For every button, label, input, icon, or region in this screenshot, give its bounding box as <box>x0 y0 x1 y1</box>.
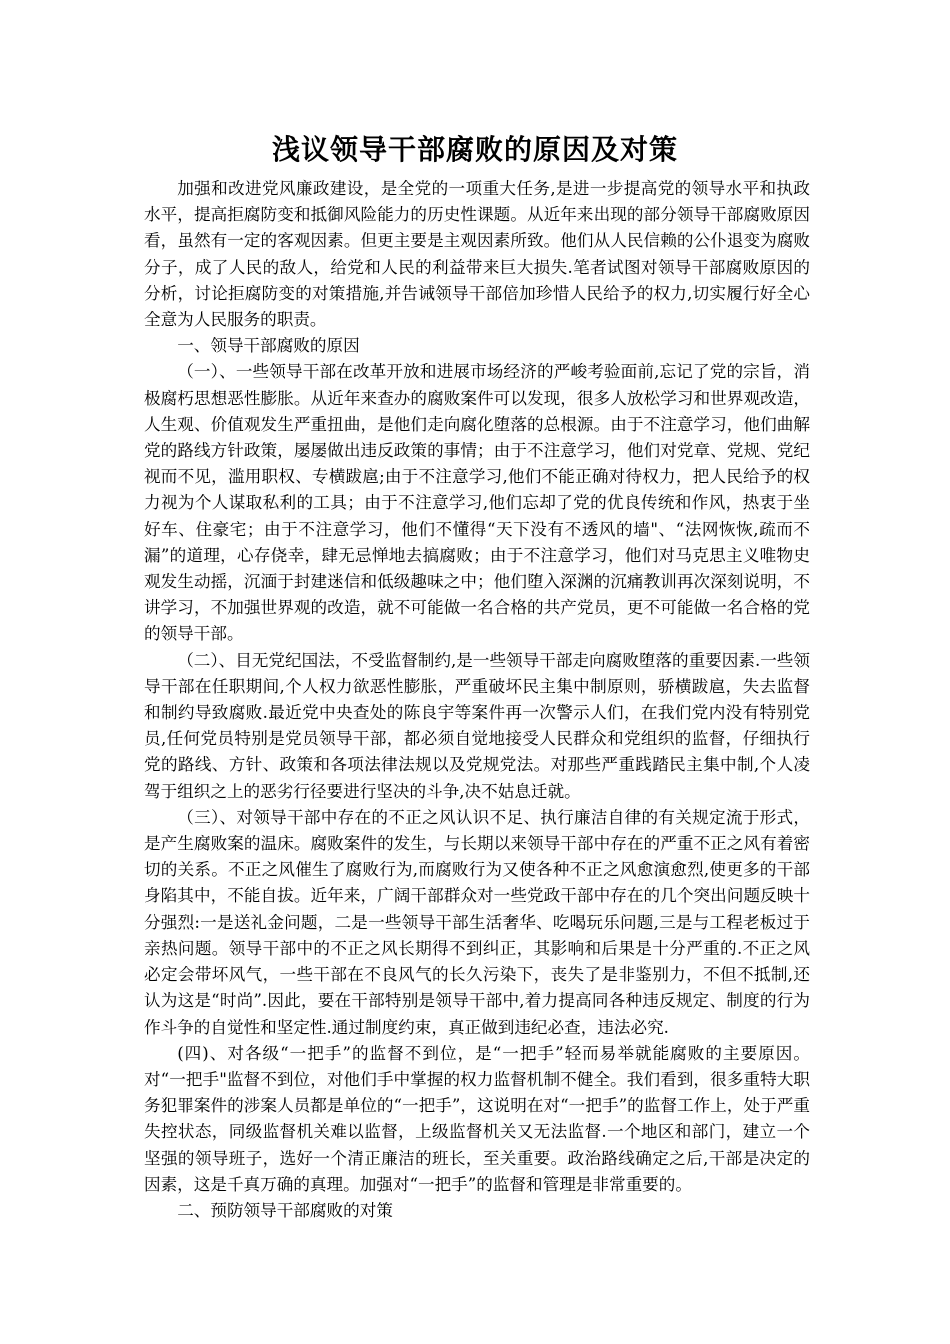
section-heading-countermeasures: 二、预防领导干部腐败的对策 <box>177 1200 393 1220</box>
paragraph-cause-2: （二）、目无党纪国法，不受监督制约,是一些领导干部走向腐败堕落的重要因素.一些领导干部在任职期间,个人权力欲恶性膨胀，严重破坏民主集中制原则，骄横跋扈，失去监督和制约导致腐败.最近党中央查处的陈良宇等案件再一次警示人们，在我们党内没有特别党员,任何党员特别是党员领导干部，都必须自觉地接受人民群众和党组织的监督，仔细执行党的路线、方针、政策和各项法律法规以及党规党法。对那些严重践踏民主集中制,个人凌驾于组织之上的恶劣行径要进行坚决的斗争,决不姑息迁就。 <box>144 650 810 801</box>
document-title: 浅议领导干部腐败的原因及对策 <box>271 133 678 166</box>
section-heading-causes: 一、领导干部腐败的原因 <box>177 336 360 356</box>
paragraph-cause-3: （三）、对领导干部中存在的不正之风认识不足、执行廉洁自律的有关规定流于形式，是产生腐败案的温床。腐败案件的发生，与长期以来领导干部中存在的严重不正之风有着密切的关系。不正之风催生了腐败行为,而腐败行为又使各种不正之风愈演愈烈,使更多的干部身陷其中，不能自拔。近年来，广阔干部群众对一些党政干部中存在的几个突出问题反映十分强烈:一是送礼金问题，二是一些领导干部生活奢华、吃喝玩乐问题,三是与工程老板过于亲热问题。领导干部中的不正之风长期得不到纠正，其影响和后果是十分严重的.不正之风必定会带坏风气，一些干部在不良风气的长久污染下，丧失了是非鉴别力，不但不抵制,还认为这是“时尚”.因此，要在干部特别是领导干部中,着力提高同各种违反规定、制度的行为作斗争的自觉性和坚定性.通过制度约束，真正做到违纪必查，违法必究. <box>144 807 810 1037</box>
paragraph-cause-1: （一）、一些领导干部在改革开放和进展市场经济的严峻考验面前,忘记了党的宗旨，消极腐朽思想恶性膨胀。从近年来查办的腐败案件可以发现，很多人放松学习和世界观改造，人生观、价值观发生严重扭曲，是他们走向腐化堕落的总根源。由于不注意学习，他们曲解党的路线方针政策，屡屡做出违反政策的事情；由于不注意学习，他们对党章、党规、党纪视而不见，滥用职权、专横跋扈;由于不注意学习,他们不能正确对待权力，把人民给予的权力视为个人谋取私利的工具；由于不注意学习,他们忘却了党的优良传统和作风，热衷于坐好车、住豪宅；由于不注意学习，他们不懂得“天下没有不透风的墙"、“法网恢恢,疏而不漏”的道理，心存侥幸，肆无忌惮地去搞腐败；由于不注意学习，他们对马克思主义唯物史观发生动摇，沉湎于封建迷信和低级趣味之中；他们堕入深渊的沉痛教训再次深刻说明，不讲学习，不加强世界观的改造，就不可能做一名合格的共产党员，更不可能做一名合格的党的领导干部。 <box>144 362 810 644</box>
document-body <box>144 176 810 1224</box>
paragraph-cause-4: (四)、对各级“一把手”的监督不到位，是“一把手”轻而易举就能腐败的主要原因。 对“一把手"监督不到位，对他们手中掌握的权力监督机制不健全。我们看到，很多重特大职务犯罪案件的涉案人员都是单位的“一把手”，这说明在对“一把手”的监督工作上，处于严重失控状态，同级监督机关难以监督，上级监督机关又无法监督.一个地区和部门，建立一个坚强的领导班子，选好一个清正廉洁的班长，至关重要。政治路线确定之后,干部是决定的因素，这是千真万确的真理。加强对“一把手”的监督和管理是非常重要的。 <box>144 1043 810 1194</box>
paragraph-intro: 加强和改进党风廉政建设，是全党的一项重大任务,是进一步提高党的领导水平和执政水平，提高拒腐防变和抵御风险能力的历史性课题。从近年来出现的部分领导干部腐败原因看，虽然有一定的客观因素。但更主要是主观因素所致。他们从人民信赖的公仆退变为腐败分子，成了人民的敌人，给党和人民的利益带来巨大损失.笔者试图对领导干部腐败原因的分析，讨论拒腐防变的对策措施,并告诫领导干部倍加珍惜人民给予的权力,切实履行好全心全意为人民服务的职责。 <box>144 179 810 330</box>
